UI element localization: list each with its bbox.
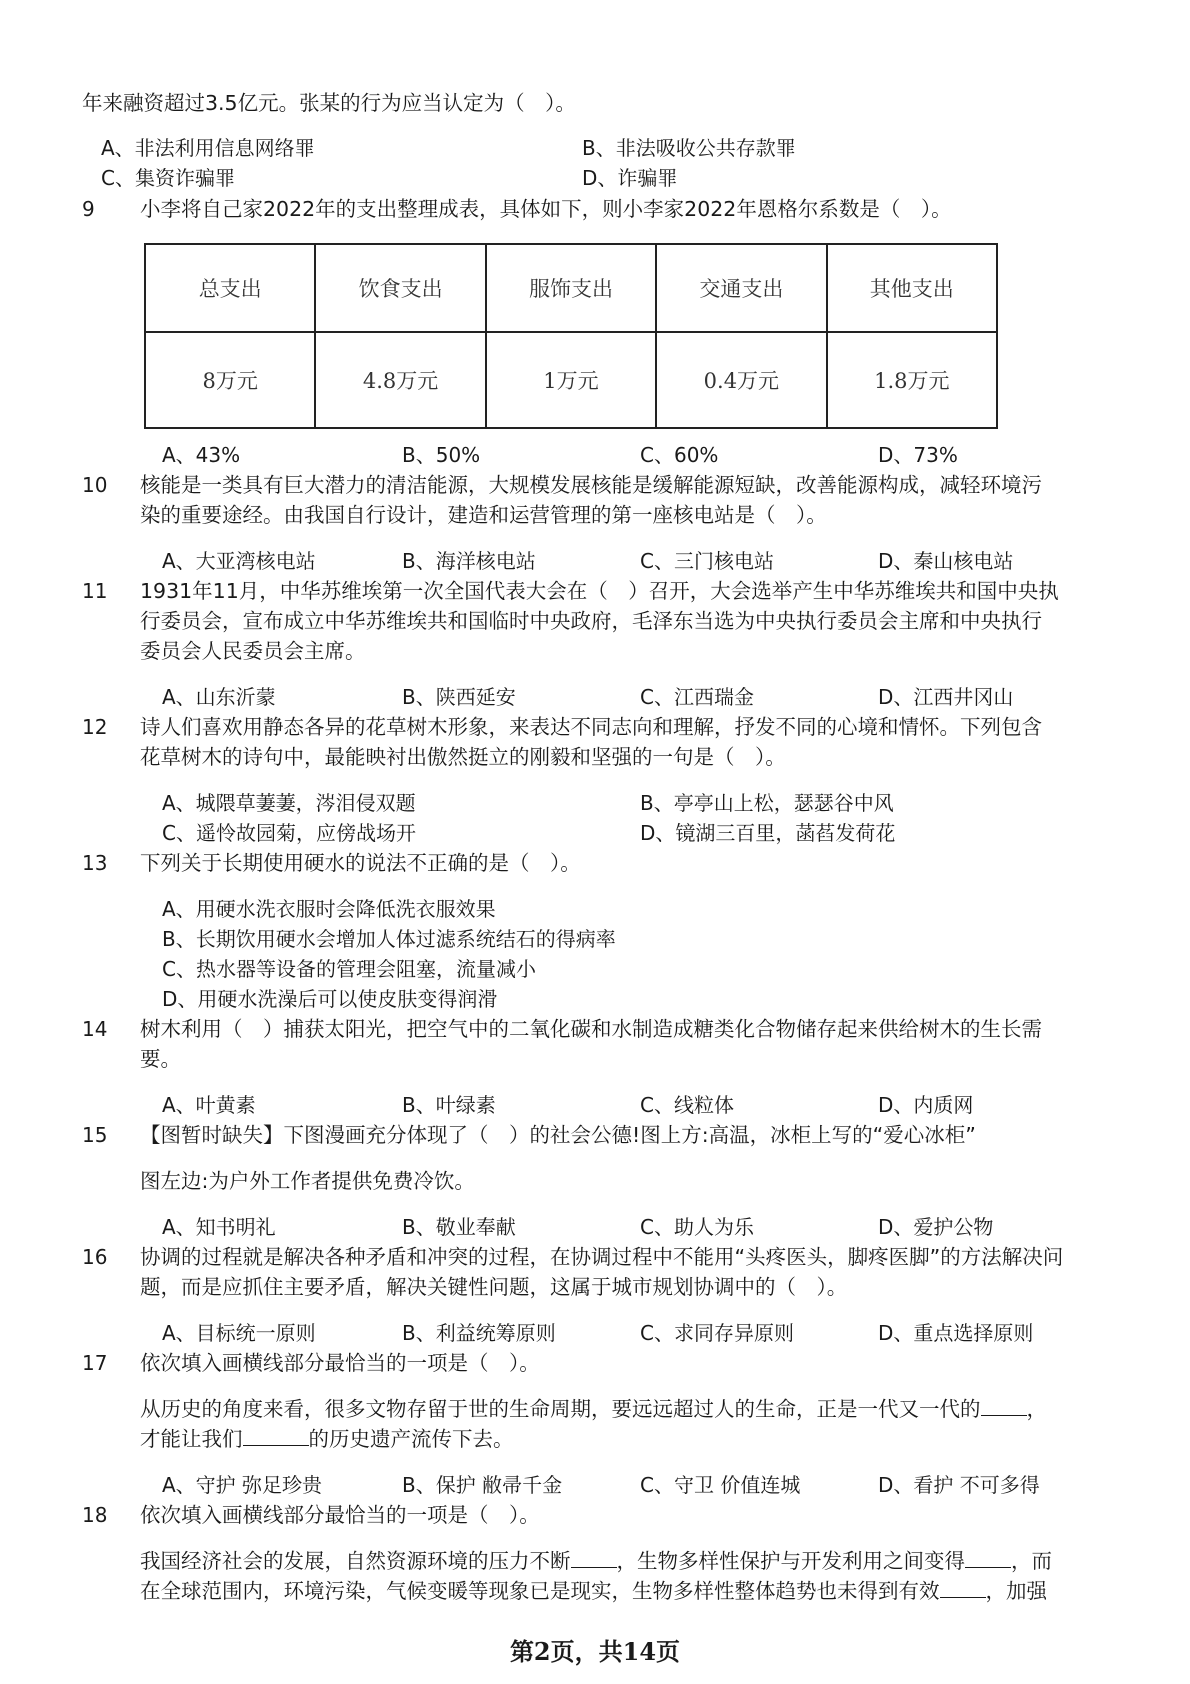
question-stem-line: 委员会人民委员会主席。 — [140, 639, 366, 663]
passage-text: ， — [1026, 1397, 1047, 1421]
option-d[interactable]: D、用硬水洗澡后可以使皮肤变得润滑 — [162, 987, 498, 1011]
option-a[interactable]: A、用硬水洗衣服时会降低洗衣服效果 — [162, 897, 496, 921]
option-b[interactable]: B、利益统筹原则 — [402, 1321, 556, 1345]
option-b[interactable]: B、保护 敝帚千金 — [402, 1473, 563, 1497]
option-a[interactable]: A、叶黄素 — [162, 1093, 256, 1117]
fill-blank[interactable] — [965, 1547, 1011, 1568]
table-header-cell: 饮食支出 — [315, 244, 485, 332]
passage-line — [140, 1546, 1052, 1576]
option-a[interactable]: A、山东沂蒙 — [162, 685, 276, 709]
option-c[interactable]: C、热水器等设备的管理会阻塞，流量减小 — [162, 957, 536, 981]
option-d[interactable]: D、镜湖三百里，菡萏发荷花 — [640, 821, 896, 845]
option-c[interactable]: C、求同存异原则 — [640, 1321, 794, 1345]
question-stem-line: 核能是一类具有巨大潜力的清洁能源，大规模发展核能是缓解能源短缺，改善能源构成，减轻环境污 — [140, 473, 1042, 497]
option-c[interactable]: C、集资诈骗罪 — [101, 166, 235, 190]
question-number: 10 — [82, 473, 108, 497]
passage-text: 才能让我们 — [140, 1427, 243, 1451]
question-stem-line: 图左边:为户外工作者提供免费冷饮。 — [140, 1169, 475, 1193]
passage-text: 的历史遗产流传下去。 — [308, 1427, 514, 1451]
question-stem-line: 染的重要途经。由我国自行设计，建造和运营管理的第一座核电站是（ ）。 — [140, 503, 827, 527]
passage-text: 我国经济社会的发展，自然资源环境的压力不断 — [140, 1549, 571, 1573]
option-d[interactable]: D、江西井冈山 — [878, 685, 1014, 709]
option-d[interactable]: D、73% — [878, 443, 958, 467]
question-stem: 依次填入画横线部分最恰当的一项是（ ）。 — [140, 1503, 540, 1527]
option-b[interactable]: B、敬业奉献 — [402, 1215, 516, 1239]
question-stem: 下列关于长期使用硬水的说法不正确的是（ ）。 — [140, 851, 581, 875]
option-d[interactable]: D、诈骗罪 — [582, 166, 678, 190]
passage-text: 在全球范围内，环境污染，气候变暖等现象已是现实，生物多样性整体趋势也未得到有效 — [140, 1579, 940, 1603]
passage-line — [140, 1424, 514, 1454]
passage-text: ，生物多样性保护与开发利用之间变得 — [616, 1549, 965, 1573]
option-a[interactable]: A、知书明礼 — [162, 1215, 276, 1239]
question-stem-line: 协调的过程就是解决各种矛盾和冲突的过程，在协调过程中不能用“头疼医头，脚疼医脚”的方法解决问 — [140, 1245, 1064, 1269]
question-number: 15 — [82, 1123, 108, 1147]
question-stem-line: 树木利用（ ）捕获太阳光，把空气中的二氧化碳和水制造成糖类化合物储存起来供给树木的生长需 — [140, 1017, 1042, 1041]
passage-text: ，而 — [1011, 1549, 1052, 1573]
question-number: 9 — [82, 197, 95, 221]
option-a[interactable]: A、目标统一原则 — [162, 1321, 316, 1345]
question-number: 16 — [82, 1245, 108, 1269]
passage-text: 从历史的角度来看，很多文物存留于世的生命周期，要远远超过人的生命，正是一代又一代的 — [140, 1397, 981, 1421]
question-stem-line: 1931年11月，中华苏维埃第一次全国代表大会在（ ）召开，大会选举产生中华苏维埃共和国中央执 — [140, 579, 1059, 603]
option-c[interactable]: C、60% — [640, 443, 719, 467]
option-b[interactable]: B、叶绿素 — [402, 1093, 496, 1117]
option-b[interactable]: B、亭亭山上松，瑟瑟谷中风 — [640, 791, 894, 815]
fill-blank[interactable] — [940, 1577, 986, 1598]
question-stem-line: 题，而是应抓住主要矛盾，解决关键性问题，这属于城市规划协调中的（ ）。 — [140, 1275, 848, 1299]
expense-table — [144, 243, 998, 429]
question-stem-continuation: 年来融资超过3.5亿元。张某的行为应当认定为（ ）。 — [82, 91, 576, 115]
question-number: 18 — [82, 1503, 108, 1527]
question-stem: 依次填入画横线部分最恰当的一项是（ ）。 — [140, 1351, 540, 1375]
option-a[interactable]: A、非法利用信息网络罪 — [101, 136, 315, 160]
option-b[interactable]: B、长期饮用硬水会增加人体过滤系统结石的得病率 — [162, 927, 616, 951]
passage-line — [140, 1576, 1047, 1606]
table-cell: 8万元 — [145, 332, 315, 428]
question-stem: 小李将自己家2022年的支出整理成表，具体如下，则小李家2022年恩格尔系数是（ ）。 — [140, 197, 952, 221]
table-header-cell: 交通支出 — [656, 244, 826, 332]
question-number: 12 — [82, 715, 108, 739]
table-cell: 1.8万元 — [827, 332, 997, 428]
option-d[interactable]: D、爱护公物 — [878, 1215, 994, 1239]
table-header-cell: 总支出 — [145, 244, 315, 332]
page-number: 第2页，共14页 — [509, 1637, 681, 1666]
option-d[interactable]: D、重点选择原则 — [878, 1321, 1034, 1345]
option-a[interactable]: A、城隈草萋萋，涔泪侵双题 — [162, 791, 416, 815]
table-cell: 4.8万元 — [315, 332, 485, 428]
option-d[interactable]: D、内质网 — [878, 1093, 974, 1117]
option-c[interactable]: C、助人为乐 — [640, 1215, 754, 1239]
option-c[interactable]: C、线粒体 — [640, 1093, 734, 1117]
fill-blank[interactable] — [571, 1547, 617, 1568]
option-d[interactable]: D、秦山核电站 — [878, 549, 1014, 573]
option-b[interactable]: B、50% — [402, 443, 481, 467]
question-stem-line: 花草树木的诗句中，最能映衬出傲然挺立的刚毅和坚强的一句是（ ）。 — [140, 745, 786, 769]
option-d[interactable]: D、看护 不可多得 — [878, 1473, 1040, 1497]
question-stem-line: 行委员会，宣布成立中华苏维埃共和国临时中央政府，毛泽东当选为中央执行委员会主席和中央执行 — [140, 609, 1042, 633]
question-number: 14 — [82, 1017, 108, 1041]
question-stem-line: 【图暂时缺失】下图漫画充分体现了（ ）的社会公德!图上方:高温，冰柜上写的“爱心冰柜” — [140, 1123, 976, 1147]
option-c[interactable]: C、守卫 价值连城 — [640, 1473, 801, 1497]
option-a[interactable]: A、守护 弥足珍贵 — [162, 1473, 323, 1497]
fill-blank[interactable] — [981, 1395, 1027, 1416]
table-header-cell: 服饰支出 — [486, 244, 656, 332]
option-c[interactable]: C、三门核电站 — [640, 549, 774, 573]
option-b[interactable]: B、陕西延安 — [402, 685, 516, 709]
table-header-cell: 其他支出 — [827, 244, 997, 332]
passage-line — [140, 1394, 1047, 1424]
question-number: 13 — [82, 851, 108, 875]
question-stem-line: 诗人们喜欢用静态各异的花草树木形象，来表达不同志向和理解，抒发不同的心境和情怀。下列包含 — [140, 715, 1042, 739]
question-number: 17 — [82, 1351, 108, 1375]
question-stem-line: 要。 — [140, 1047, 181, 1071]
passage-text: ，加强 — [985, 1579, 1047, 1603]
fill-blank[interactable] — [243, 1425, 309, 1446]
question-number: 11 — [82, 579, 108, 603]
option-b[interactable]: B、非法吸收公共存款罪 — [582, 136, 796, 160]
table-cell: 1万元 — [486, 332, 656, 428]
table-cell: 0.4万元 — [656, 332, 826, 428]
option-a[interactable]: A、大亚湾核电站 — [162, 549, 316, 573]
option-c[interactable]: C、遥怜故园菊，应傍战场开 — [162, 821, 416, 845]
option-b[interactable]: B、海洋核电站 — [402, 549, 536, 573]
option-c[interactable]: C、江西瑞金 — [640, 685, 754, 709]
option-a[interactable]: A、43% — [162, 443, 241, 467]
